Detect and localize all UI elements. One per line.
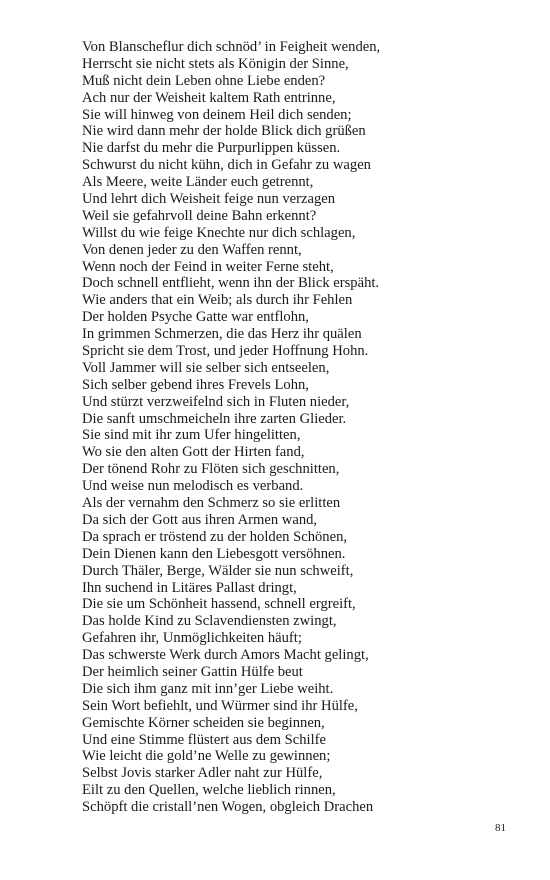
- poem-line: Als Meere, weite Länder euch getrennt,: [82, 174, 314, 191]
- poem-text-block: [82, 39, 380, 816]
- poem-line: Das schwerste Werk durch Amors Macht gelingt,: [82, 647, 369, 664]
- poem-line: Von Blanscheflur dich schnöd’ in Feigheit wenden,: [82, 39, 381, 55]
- poem-line: Schöpft die cristall’nen Wogen, obgleich Drachen: [82, 799, 374, 816]
- poem-line: Da sich der Gott aus ihren Armen wand,: [82, 511, 318, 528]
- poem-line: Gemischte Körner scheiden sie beginnen,: [82, 714, 325, 731]
- poem-line: Wenn noch der Feind in weiter Ferne steht,: [82, 258, 334, 275]
- page-number: 81: [495, 822, 506, 834]
- poem-line: Ach nur der Weisheit kaltem Rath entrinne,: [82, 89, 336, 106]
- poem-line: Sein Wort befiehlt, und Würmer sind ihr Hülfe,: [82, 697, 358, 714]
- poem-line: Dein Dienen kann den Liebesgott versöhnen.: [82, 545, 346, 562]
- poem-line: Der heimlich seiner Gattin Hülfe beut: [82, 663, 303, 680]
- poem-line: Gefahren ihr, Unmöglichkeiten häuft;: [82, 630, 302, 647]
- poem-line: Und lehrt dich Weisheit feige nun verzagen: [82, 191, 336, 208]
- poem-line: Und eine Stimme flüstert aus dem Schilfe: [82, 731, 326, 748]
- poem-line: Und weise nun melodisch es verband.: [82, 478, 304, 495]
- poem-line: Nie darfst du mehr die Purpurlippen küssen.: [82, 140, 341, 157]
- poem-line: Wo sie den alten Gott der Hirten fand,: [82, 444, 305, 461]
- poem-line: Muß nicht dein Leben ohne Liebe enden?: [82, 72, 326, 89]
- poem-line: Die sie um Schönheit hassend, schnell ergreift,: [82, 596, 356, 613]
- poem-line: Von denen jeder zu den Waffen rennt,: [82, 241, 302, 258]
- poem-line: Durch Thäler, Berge, Wälder sie nun schweift,: [82, 562, 354, 579]
- poem-line: Als der vernahm den Schmerz so sie erlitten: [82, 495, 341, 512]
- poem-line: Und stürzt verzweifelnd sich in Fluten nieder,: [82, 393, 350, 410]
- poem-line: Der tönend Rohr zu Flöten sich geschnitten,: [82, 461, 340, 478]
- poem-line: In grimmen Schmerzen, die das Herz ihr quälen: [82, 326, 362, 343]
- poem-line: Der holden Psyche Gatte war entflohn,: [82, 309, 309, 326]
- poem-line: Die sich ihm ganz mit inn’ger Liebe weiht.: [82, 680, 334, 697]
- poem-line: Schwurst du nicht kühn, dich in Gefahr zu wagen: [82, 157, 371, 174]
- poem-line: Spricht sie dem Trost, und jeder Hoffnung Hohn.: [82, 343, 369, 360]
- poem-line: Wie leicht die gold’ne Welle zu gewinnen;: [82, 748, 331, 765]
- poem-line: Die sanft umschmeicheln ihre zarten Glieder.: [82, 410, 347, 427]
- poem-line: Selbst Jovis starker Adler naht zur Hülfe,: [82, 765, 323, 782]
- poem-line: Wie anders that ein Weib; als durch ihr Fehlen: [82, 292, 353, 309]
- poem-line: Da sprach er tröstend zu der holden Schönen,: [82, 528, 348, 545]
- poem-line: Weil sie gefahrvoll deine Bahn erkennt?: [82, 207, 317, 224]
- poem-line: Eilt zu den Quellen, welche lieblich rinnen,: [82, 782, 336, 799]
- poem-line: Herrscht sie nicht stets als Königin der Sinne,: [82, 55, 349, 72]
- poem-line: Doch schnell entflieht, wenn ihn der Blick erspäht.: [82, 275, 380, 292]
- poem-line: Sie sind mit ihr zum Ufer hingelitten,: [82, 427, 301, 444]
- poem-line: Sich selber gebend ihres Frevels Lohn,: [82, 376, 309, 393]
- poem-line: Das holde Kind zu Sclavendiensten zwingt,: [82, 613, 337, 630]
- poem-line: Willst du wie feige Knechte nur dich schlagen,: [82, 224, 356, 241]
- poem-line: Ihn suchend in Litäres Pallast dringt,: [82, 579, 297, 596]
- poem-line: Nie wird dann mehr der holde Blick dich grüßen: [82, 123, 366, 140]
- poem-line: Sie will hinweg von deinem Heil dich senden;: [82, 106, 352, 123]
- poem-line: Voll Jammer will sie selber sich entseelen,: [82, 359, 330, 376]
